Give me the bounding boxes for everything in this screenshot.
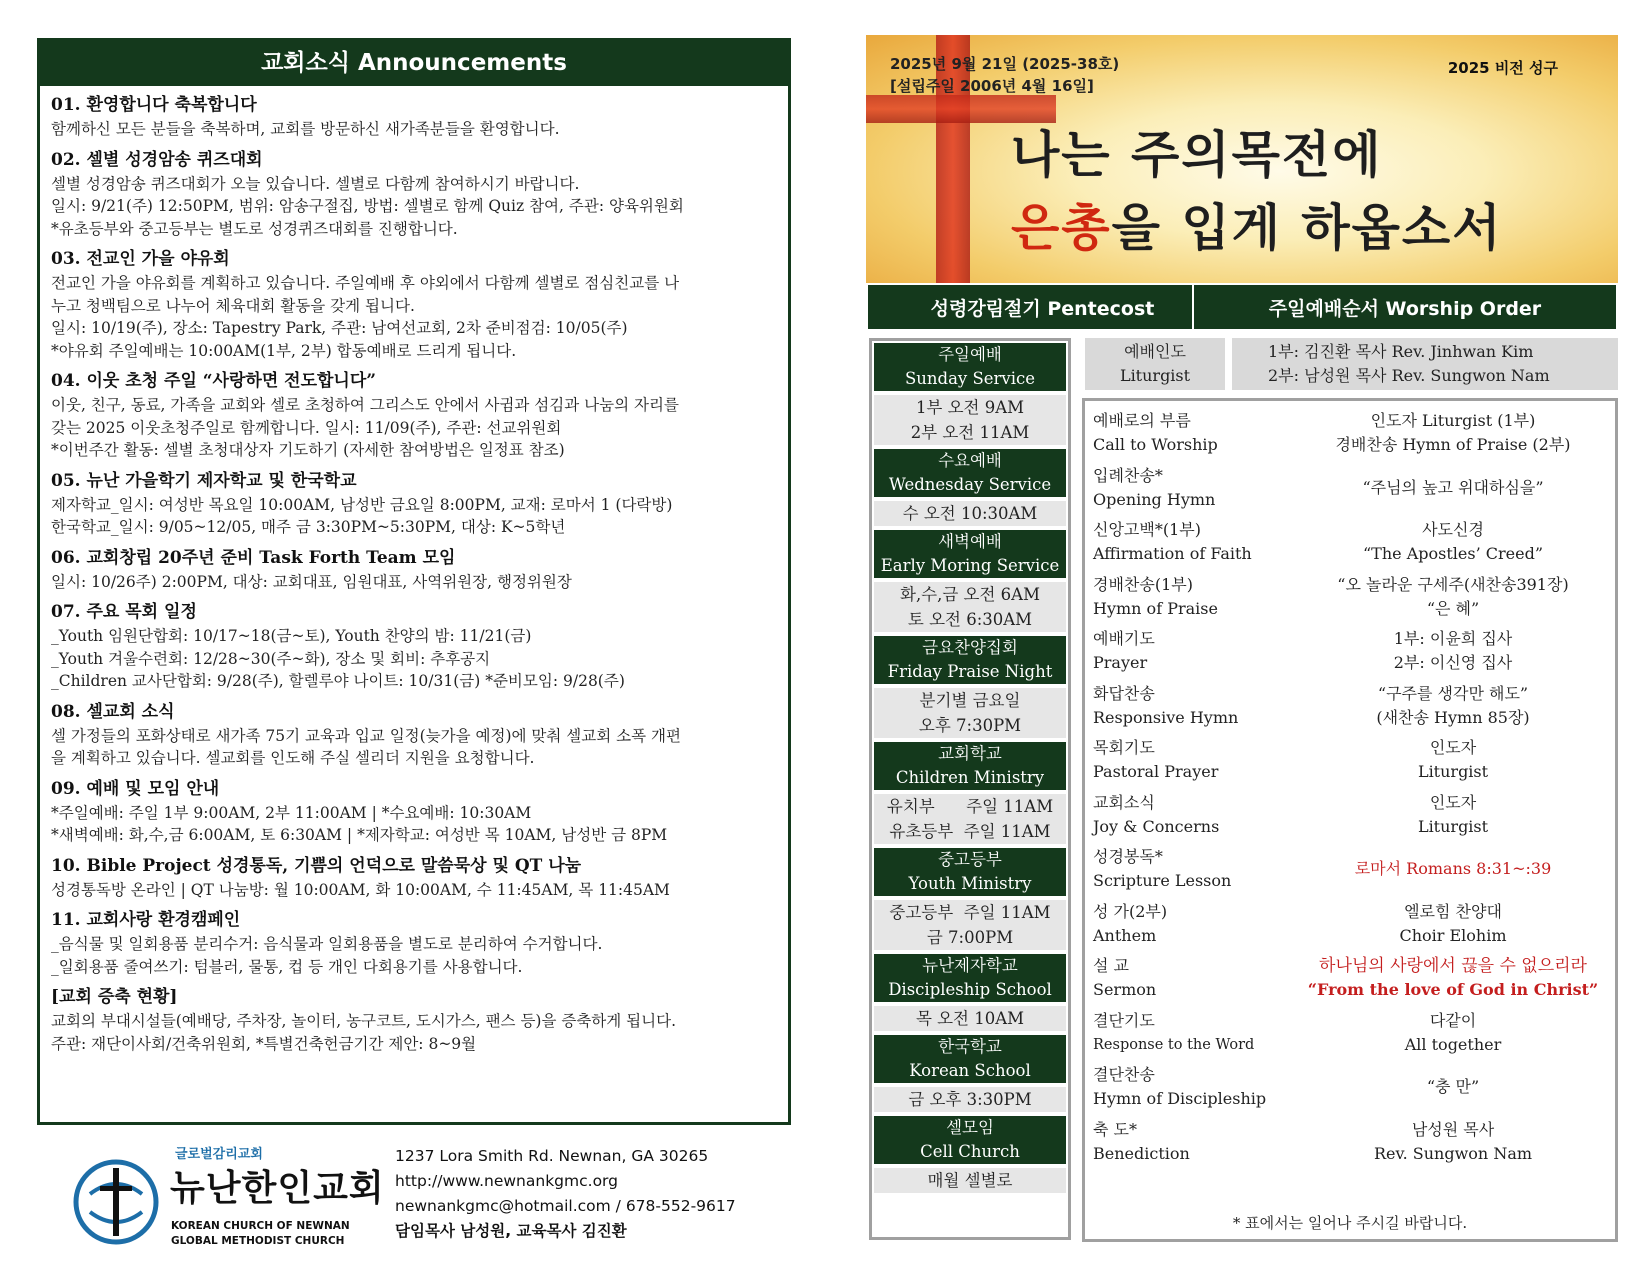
announcements-list xyxy=(51,93,780,1062)
announcement-item xyxy=(51,93,780,141)
pastors: 담임목사 남성원, 교육목사 김진환 xyxy=(395,1222,627,1240)
schedule-header xyxy=(872,634,1068,686)
schedule-time-line: 유치부 주일 11AM xyxy=(886,797,1054,816)
church-logo-icon xyxy=(70,1154,162,1246)
order-detail-line-2: 경배찬송 Hymn of Praise (2부) xyxy=(1335,435,1571,454)
announcement-item xyxy=(51,700,780,770)
schedule-header xyxy=(872,952,1068,1004)
schedule-title-ko: 주일예배 xyxy=(938,345,1002,364)
order-item-name xyxy=(1093,1009,1313,1057)
announcement-line: 갖는 2025 이웃초청주일로 함께합니다. 일시: 11/09(주), 주관: 선교위원회 xyxy=(51,418,562,437)
order-item-detail xyxy=(1293,1118,1613,1166)
order-item-name xyxy=(1093,627,1313,675)
liturgist-label xyxy=(1085,338,1225,390)
order-item-detail xyxy=(1293,518,1613,566)
logo-subtitle: 글로벌감리교회 xyxy=(175,1147,263,1162)
announcement-line: 이웃, 친구, 동료, 가족을 교회와 셀로 초청하여 그리스도 안에서 사귐과 섬김과 나눔의 자리를 xyxy=(51,396,679,414)
order-item-ko: 교회소식 xyxy=(1093,792,1155,812)
announcements-header: 교회소식 Announcements xyxy=(40,41,788,86)
worship-order-row xyxy=(1093,954,1613,1010)
announcement-title: 08. 셀교회 소식 xyxy=(51,701,175,722)
order-item-name xyxy=(1093,464,1313,512)
announcement-line: 셀별 성경암송 퀴즈대회가 오늘 있습니다. 셀별로 다함께 참여하시기 바랍니다. xyxy=(51,174,580,193)
announcement-title: 07. 주요 목회 일정 xyxy=(51,602,197,622)
announcement-title: 04. 이웃 초청 주일 “사랑하면 전도합니다” xyxy=(51,371,377,391)
order-item-detail xyxy=(1293,573,1613,621)
order-item-ko: 결단기도 xyxy=(1093,1010,1155,1030)
schedule-time xyxy=(872,792,1068,846)
order-detail-line-1: “오 놀라운 구세주(새찬송391장) xyxy=(1337,574,1569,594)
order-item-name xyxy=(1093,954,1313,1002)
schedule-time-line: 유초등부 주일 11AM xyxy=(889,822,1051,841)
standing-note: * 표에서는 일어나 주시길 바랍니다. xyxy=(1232,1214,1468,1232)
announcement-item xyxy=(51,908,780,978)
announcement-item xyxy=(51,777,780,847)
church-denomination: GLOBAL METHODIST CHURCH xyxy=(171,1235,345,1247)
order-detail-line-1: 인도자 Liturgist (1부) xyxy=(1370,411,1536,430)
order-detail-line-1: 남성원 목사 xyxy=(1411,1119,1495,1139)
schedule-header xyxy=(872,1114,1068,1166)
verse-line-2-rest: 을 입게 하옵소서 xyxy=(1111,198,1503,257)
schedule-time-line: 수 오전 10:30AM xyxy=(902,504,1038,523)
schedule-title-en: Children Ministry xyxy=(895,768,1045,787)
schedule-time-line: 금 7:00PM xyxy=(926,928,1014,947)
announcement-item xyxy=(51,247,780,362)
announcement-title: 01. 환영합니다 축복합니다 xyxy=(51,95,257,115)
announcement-line: 제자학교_일시: 여성반 목요일 10:00AM, 남성반 금요일 8:00PM, 교재: 로마서 1 (다락방) xyxy=(51,495,673,514)
order-item-ko: 성경봉독* xyxy=(1093,847,1163,866)
schedule-title-en: Sunday Service xyxy=(904,369,1036,388)
announcement-line: 성경통독방 온라인 | QT 나눔방: 월 10:00AM, 화 10:00AM, 수 11:45AM, 목 11:45AM xyxy=(51,880,670,899)
worship-order-row xyxy=(1093,1009,1613,1065)
order-item-en: Call to Worship xyxy=(1093,435,1218,454)
order-detail-line-1: 엘로힘 찬양대 xyxy=(1404,901,1502,921)
worship-order-table xyxy=(1082,398,1618,1242)
worship-order-row xyxy=(1093,573,1613,629)
order-item-en: Affirmation of Faith xyxy=(1093,544,1252,563)
vision-banner xyxy=(866,35,1618,283)
order-item-detail xyxy=(1293,736,1613,784)
order-item-ko: 신앙고백*(1부) xyxy=(1093,520,1201,539)
order-detail-line-2: “은 혜” xyxy=(1426,598,1480,618)
order-detail-line-2: 2부: 이신영 집사 xyxy=(1393,653,1513,672)
worship-order-row xyxy=(1093,900,1613,956)
schedule-header xyxy=(872,740,1068,792)
announcement-line: _음식물 및 일회용품 분리수거: 음식물과 일회용품을 별도로 분리하여 수거합니다. xyxy=(51,935,603,953)
order-item-detail xyxy=(1293,1009,1613,1057)
order-detail-line-1: 사도신경 xyxy=(1422,520,1484,539)
email-phone[interactable]: newnankgmc@hotmail.com / 678-552-9617 xyxy=(395,1197,736,1215)
order-item-name xyxy=(1093,409,1313,457)
order-item-name xyxy=(1093,1118,1313,1166)
announcement-title: 06. 교회창립 20주년 준비 Task Forth Team 모임 xyxy=(51,547,456,568)
order-detail-line-1: “주님의 높고 위대하심을” xyxy=(1362,477,1544,497)
schedule-title-ko: 새벽예배 xyxy=(938,532,1002,551)
order-item-detail xyxy=(1293,900,1613,948)
schedule-title-en: Friday Praise Night xyxy=(887,662,1053,681)
schedule-title-en: Wednesday Service xyxy=(888,475,1052,494)
schedule-header xyxy=(872,528,1068,580)
schedule-time-line: 오후 7:30PM xyxy=(918,716,1022,735)
order-detail-line-2: Choir Elohim xyxy=(1399,925,1507,945)
schedule-title-ko: 중고등부 xyxy=(938,850,1002,869)
schedule-time-line: 분기별 금요일 xyxy=(919,691,1021,710)
announcement-line: _일회용품 줄여쓰기: 텀블러, 물통, 컵 등 개인 다회용기를 사용합니다. xyxy=(51,957,523,976)
order-item-detail xyxy=(1293,791,1613,839)
announcement-line: *새벽예배: 화,수,금 6:00AM, 토 6:30AM | *제자학교: 여성반 목 10AM, 남성반 금 8PM xyxy=(51,826,668,844)
contact-info xyxy=(395,1144,736,1244)
announcement-line: *유초등부와 중고등부는 별도로 성경퀴즈대회를 진행합니다. xyxy=(51,219,458,238)
church-footer xyxy=(65,1140,785,1260)
liturgist-label-en: Liturgist xyxy=(1119,366,1191,385)
schedule-title-en: Youth Ministry xyxy=(908,874,1032,893)
order-item-ko: 결단찬송 xyxy=(1093,1065,1155,1084)
order-detail-line-2: Rev. Sungwon Nam xyxy=(1373,1143,1533,1163)
announcement-item xyxy=(51,854,780,902)
verse-line-2 xyxy=(1011,188,1503,260)
order-item-name xyxy=(1093,900,1313,948)
order-item-en: Response to the Word xyxy=(1093,1036,1255,1053)
order-item-ko: 화답찬송 xyxy=(1093,683,1155,703)
order-item-name xyxy=(1093,736,1313,784)
order-item-detail xyxy=(1293,1075,1613,1099)
schedule-title-ko: 수요예배 xyxy=(938,451,1002,470)
order-item-en: Pastoral Prayer xyxy=(1093,762,1219,781)
announcement-line: 전교인 가을 야유회를 계획하고 있습니다. 주일예배 후 야외에서 다함께 셀별로 점심친교를 나 xyxy=(51,274,680,292)
announcement-item xyxy=(51,369,780,462)
announcement-line: 한국학교_일시: 9/05~12/05, 매주 금 3:30PM~5:30PM, 대상: K~5학년 xyxy=(51,518,566,536)
announcement-line: *야유회 주일예배는 10:00AM(1부, 2부) 합동예배로 드리게 됩니다. xyxy=(51,341,517,360)
schedule-title-ko: 교회학교 xyxy=(938,744,1002,763)
order-detail-line-1: 1부: 이윤희 집사 xyxy=(1393,629,1513,648)
liturgist-box xyxy=(1085,338,1618,390)
schedule-time xyxy=(872,1085,1068,1114)
announcement-title: 10. Bible Project 성경통독, 기쁨의 언덕으로 말씀묵상 및 QT 나눔 xyxy=(51,855,582,876)
order-detail-line-2: Liturgist xyxy=(1417,762,1489,781)
worship-order-row xyxy=(1093,736,1613,792)
schedule-time-line: 1부 오전 9AM xyxy=(915,398,1025,417)
announcement-item xyxy=(51,985,780,1055)
order-detail-line-2: All together xyxy=(1404,1034,1502,1054)
liturgist-names xyxy=(1232,338,1618,390)
schedule-title-en: Discipleship School xyxy=(888,980,1052,999)
worship-order-row xyxy=(1093,627,1613,683)
order-item-ko: 축 도* xyxy=(1093,1119,1137,1139)
worship-order-row xyxy=(1093,682,1613,738)
liturgist-name-2: 2부: 남성원 목사 Rev. Sungwon Nam xyxy=(1268,366,1550,385)
worship-order-row xyxy=(1093,845,1613,901)
order-detail-line-2: “From the love of God in Christ” xyxy=(1307,980,1599,999)
schedule-title-ko: 한국학교 xyxy=(938,1037,1002,1056)
announcement-line: 함께하신 모든 분들을 축복하며, 교회를 방문하신 새가족분들을 환영합니다. xyxy=(51,120,560,138)
announcement-line: 을 계획하고 있습니다. 셀교회를 인도해 주실 셀리더 지원을 요청합니다. xyxy=(51,749,535,767)
order-item-name xyxy=(1093,845,1313,893)
verse-line-1: 나는 주의목전에 xyxy=(1011,125,1383,184)
order-item-en: Scripture Lesson xyxy=(1093,871,1232,890)
order-item-name xyxy=(1093,791,1313,839)
schedule-header xyxy=(872,447,1068,499)
announcement-title: 02. 셀별 성경암송 퀴즈대회 xyxy=(51,149,263,170)
schedule-time xyxy=(872,1166,1068,1195)
announcement-line: _Children 교사단합회: 9/28(주), 할렐루야 나이트: 10/31(금) *준비모임: 9/28(주) xyxy=(51,672,625,690)
schedule-title-ko: 금요찬양집회 xyxy=(922,638,1018,657)
worship-order-row xyxy=(1093,1063,1613,1119)
announcement-item xyxy=(51,469,780,539)
schedule-time-line: 중고등부 주일 11AM xyxy=(889,903,1051,922)
announcement-title: [교회 증축 현황] xyxy=(51,987,178,1007)
schedule-time-line: 금 오후 3:30PM xyxy=(908,1090,1032,1109)
order-item-en: Hymn of Discipleship xyxy=(1093,1089,1267,1108)
order-item-ko: 경배찬송(1부) xyxy=(1093,574,1193,594)
season-label: 성령강림절기 Pentecost xyxy=(866,283,1218,331)
vision-label: 2025 비전 성구 xyxy=(1447,59,1558,77)
schedule-time-line: 토 오전 6:30AM xyxy=(907,610,1033,629)
announcement-item xyxy=(51,600,780,693)
announcement-line: *이번주간 활동: 셀별 초청대상자 기도하기 (자세한 참여방법은 일정표 참조) xyxy=(51,441,565,459)
church-name-english: KOREAN CHURCH OF NEWNAN xyxy=(171,1220,350,1232)
founding-date: [설립주일 2006년 4월 16일] xyxy=(890,77,1094,95)
order-item-en: Sermon xyxy=(1093,980,1157,999)
schedule-time xyxy=(872,686,1068,740)
announcement-title: 09. 예배 및 모임 안내 xyxy=(51,778,220,799)
announcement-line: *주일예배: 주일 1부 9:00AM, 2부 11:00AM | *수요예배: 10:30AM xyxy=(51,803,532,822)
order-item-name xyxy=(1093,1063,1313,1111)
worship-order-row xyxy=(1093,518,1613,574)
announcement-line: _Youth 임원단합회: 10/17~18(금~토), Youth 찬양의 밤: 11/21(금) xyxy=(51,627,532,645)
announcement-item xyxy=(51,148,780,241)
verse-highlight: 은총 xyxy=(1011,198,1112,257)
church-name: 뉴난한인교회 xyxy=(170,1168,385,1209)
order-item-detail xyxy=(1293,682,1613,730)
order-item-en: Hymn of Praise xyxy=(1093,598,1218,618)
order-item-ko: 예배기도 xyxy=(1093,629,1155,648)
schedule-title-en: Early Moring Service xyxy=(880,556,1060,575)
announcements-panel xyxy=(37,38,791,1125)
order-detail-line-2: “The Apostles’ Creed” xyxy=(1363,544,1543,563)
order-item-ko: 예배로의 부름 xyxy=(1093,411,1191,430)
schedule-header xyxy=(872,846,1068,898)
order-item-name xyxy=(1093,573,1313,621)
order-detail-line-1: “충 만” xyxy=(1426,1077,1480,1096)
liturgist-name-1: 1부: 김진환 목사 Rev. Jinhwan Kim xyxy=(1268,342,1534,361)
order-item-detail xyxy=(1293,409,1613,457)
announcement-line: 누고 청백팀으로 나누어 체육대회 활동을 갖게 됩니다. xyxy=(51,296,415,315)
address: 1237 Lora Smith Rd. Newnan, GA 30265 xyxy=(395,1147,709,1165)
order-item-ko: 입례찬송* xyxy=(1093,465,1163,485)
order-item-ko: 성 가(2부) xyxy=(1093,901,1168,921)
announcement-line: 셀 가정들의 포화상태로 새가족 75기 교육과 입교 일정(늦가을 예정)에 맞춰 셀교회 소폭 개편 xyxy=(51,726,681,745)
order-item-en: Prayer xyxy=(1093,653,1148,672)
schedule-title-en: Korean School xyxy=(909,1061,1031,1080)
order-item-en: Benediction xyxy=(1093,1143,1190,1163)
order-item-en: Opening Hymn xyxy=(1093,489,1216,509)
announcement-line: 교회의 부대시설들(예배당, 주차장, 놀이터, 농구코트, 도시가스, 팬스 등)을 증축하게 됩니다. xyxy=(51,1012,677,1030)
order-item-detail xyxy=(1293,857,1613,881)
order-item-ko: 설 교 xyxy=(1093,956,1129,975)
schedule-time xyxy=(872,580,1068,634)
announcement-line: 주관: 재단이사회/건축위원회, *특별건축헌금기간 제안: 8~9월 xyxy=(51,1034,477,1053)
schedule-time xyxy=(872,898,1068,952)
announcement-line: 일시: 10/19(주), 장소: Tapestry Park, 주관: 남여선교회, 2차 준비점검: 10/05(주) xyxy=(51,319,628,337)
order-item-en: Joy & Concerns xyxy=(1093,816,1220,836)
order-detail-line-1: 다같이 xyxy=(1429,1010,1477,1030)
schedule-time xyxy=(872,499,1068,528)
schedule-title-ko: 셀모임 xyxy=(946,1118,994,1137)
order-item-detail xyxy=(1293,627,1613,675)
worship-order-row xyxy=(1093,1118,1613,1174)
order-item-name xyxy=(1093,518,1313,566)
order-detail-line-2: (새찬송 Hymn 85장) xyxy=(1376,707,1530,727)
order-detail-line-1: “구주를 생각만 해도” xyxy=(1377,683,1529,703)
schedule-time xyxy=(872,393,1068,447)
schedule-title-ko: 뉴난제자학교 xyxy=(922,956,1018,975)
worship-order-row xyxy=(1093,409,1613,465)
announcement-item xyxy=(51,546,780,594)
bulletin-date: 2025년 9월 21일 (2025-38호) xyxy=(890,55,1120,73)
schedule-time xyxy=(872,1004,1068,1033)
website-link[interactable]: http://www.newnankgmc.org xyxy=(395,1172,618,1190)
announcement-line: _Youth 겨울수련회: 12/28~30(주~화), 장소 및 회비: 추후공지 xyxy=(51,649,491,668)
liturgist-label-ko: 예배인도 xyxy=(1124,342,1186,361)
order-item-en: Anthem xyxy=(1093,925,1157,945)
announcement-line: 일시: 9/21(주) 12:50PM, 범위: 암송구절집, 방법: 셀별로 함께 Quiz 참여, 주관: 양육위원회 xyxy=(51,197,684,215)
schedule-title-en: Cell Church xyxy=(920,1142,1020,1161)
schedule-time-line: 매월 셀별로 xyxy=(927,1171,1013,1190)
service-schedule xyxy=(869,338,1071,1240)
announcement-title: 11. 교회사랑 환경캠페인 xyxy=(51,910,241,930)
order-detail-line-1: 로마서 Romans 8:31~:39 xyxy=(1354,859,1552,878)
order-detail-line-1: 하나님의 사랑에서 끊을 수 없으리라 xyxy=(1319,956,1587,976)
schedule-time-line: 화,수,금 오전 6AM xyxy=(900,585,1040,604)
order-item-ko: 목회기도 xyxy=(1093,738,1155,757)
schedule-time-line: 2부 오전 11AM xyxy=(910,423,1030,442)
announcement-line: 일시: 10/26주) 2:00PM, 대상: 교회대표, 임원대표, 사역위원장, 행정위원장 xyxy=(51,572,572,591)
order-detail-line-2: Liturgist xyxy=(1417,816,1489,836)
order-item-detail xyxy=(1293,476,1613,500)
order-item-en: Responsive Hymn xyxy=(1093,707,1239,727)
order-item-detail xyxy=(1293,954,1613,1002)
schedule-header xyxy=(872,1033,1068,1085)
worship-order-row xyxy=(1093,464,1613,520)
schedule-header xyxy=(872,341,1068,393)
announcement-title: 05. 뉴난 가을학기 제자학교 및 한국학교 xyxy=(51,470,357,491)
worship-order-label: 주일예배순서 Worship Order xyxy=(1192,283,1618,331)
announcement-title: 03. 전교인 가을 야유회 xyxy=(51,249,230,269)
order-detail-line-1: 인도자 xyxy=(1429,738,1477,757)
order-item-name xyxy=(1093,682,1313,730)
order-detail-line-1: 인도자 xyxy=(1429,792,1477,812)
worship-order-row xyxy=(1093,791,1613,847)
schedule-time-line: 목 오전 10AM xyxy=(915,1009,1025,1028)
